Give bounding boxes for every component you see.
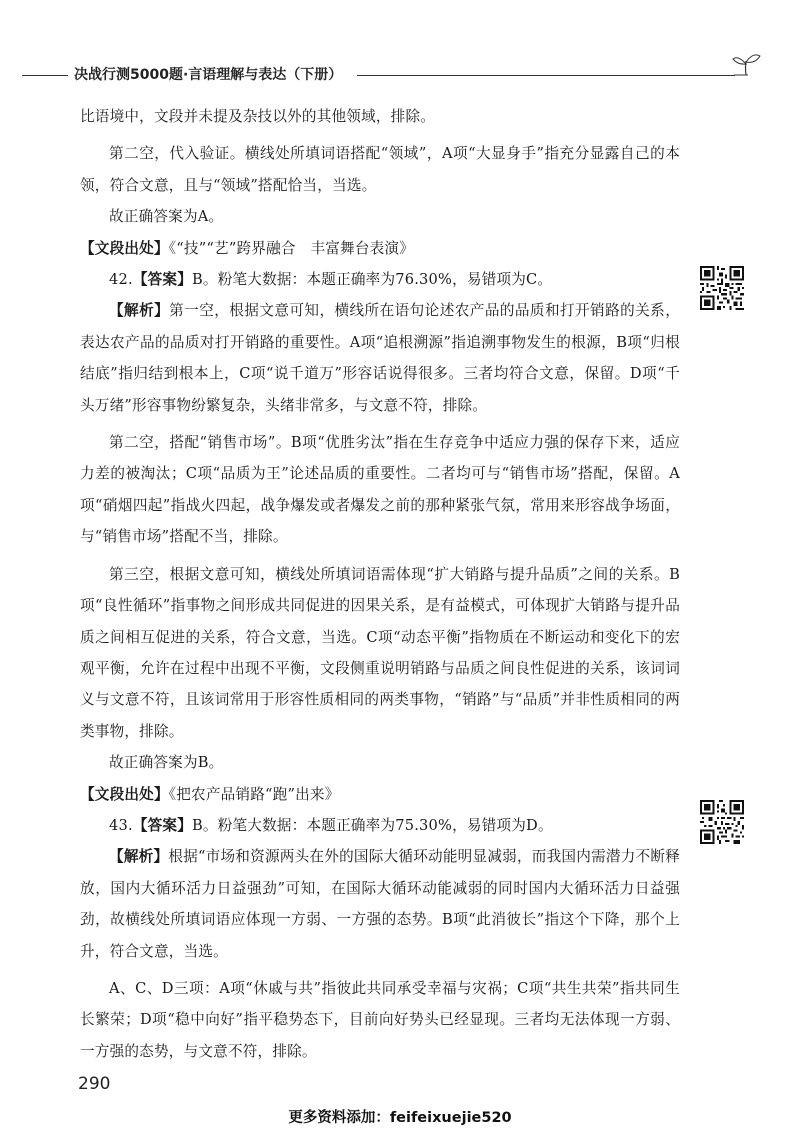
source-line bbox=[80, 233, 680, 264]
analysis-paragraph bbox=[80, 841, 680, 967]
source-label: 【文段出处】 bbox=[80, 239, 169, 257]
source-line bbox=[80, 779, 680, 810]
answer-text: B。粉笔大数据：本题正确率为75.30%，易错项为D。 bbox=[192, 816, 553, 834]
question-number: 43. bbox=[109, 816, 133, 834]
paragraph: 比语境中，文段并未提及杂技以外的其他领域，排除。 bbox=[80, 108, 436, 125]
book-title: 决战行测5000题·言语理解与表达（下册） bbox=[74, 67, 343, 83]
answer-line bbox=[80, 810, 680, 841]
answer-conclusion: 故正确答案为A。 bbox=[109, 208, 224, 226]
answer-conclusion: 故正确答案为B。 bbox=[109, 754, 224, 772]
header-rule-left bbox=[22, 75, 68, 76]
qr-code-icon[interactable] bbox=[700, 800, 744, 844]
answer-text: B。粉笔大数据：本题正确率为76.30%，易错项为C。 bbox=[192, 271, 553, 289]
qr-code-icon[interactable] bbox=[700, 266, 744, 310]
paragraph: 第三空，根据文意可知，横线处所填词语需体现“扩大销路与提升品质”之间的关系。B项“良性循环”指事物之间形成共同促进的因果关系，是有益模式，可体现扩大销路与提升品质之间相互促进的关系，符合文意，当选。C项“动态平衡”指物质在不断运动和变化下的宏观平衡，允许在过程中出现不平衡，文段侧重说明销路与品质之间良性促进的关系，该词词义与文意不符，且该词常用于形容性质相同的两类事物，“销路”与“品质”并非性质相同的两类事物，排除。 bbox=[80, 565, 680, 740]
analysis-text: 根据“市场和资源两头在外的国际大循环动能明显减弱，而我国内需潜力不断释放，国内大循环活力日益强劲”可知，在国际大循环动能减弱的同时国内大循环活力日益强劲，故横线处所填词语应体现一方弱、一方强的态势。B项“此消彼长”指这个下降，那个上升，符合文意，当选。 bbox=[80, 848, 680, 960]
answer-label: 【答案】 bbox=[132, 271, 192, 289]
page-body bbox=[80, 101, 680, 1067]
question-number: 42. bbox=[109, 271, 133, 289]
analysis-label: 【解析】 bbox=[109, 302, 170, 320]
analysis-paragraph bbox=[80, 295, 680, 421]
analysis-text: 第一空，根据文意可知，横线所在语句论述农产品的品质和打开销路的关系，表达农产品的品质对打开销路的重要性。A项“追根溯源”指追溯事物发生的根源，B项“归根结底”指归结到根本上，C项“说千道万”形容话说得很多。三者均符合文意，保留。D项“千头万绪”形容事物纷繁复杂，头绪非常多，与文意不符，排除。 bbox=[80, 302, 680, 414]
source-title: 《把农产品销路“跑”出来》 bbox=[168, 785, 340, 803]
source-title: 《“技”“艺”跨界融合 丰富舞台表演》 bbox=[168, 239, 415, 257]
answer-label: 【答案】 bbox=[132, 816, 192, 834]
analysis-label: 【解析】 bbox=[109, 848, 169, 866]
paragraph: A、C、D三项：A项“休戚与共”指彼此共同承受幸福与灾祸；C项“共生共荣”指共同生长繁荣；D项“稳中向好”指平稳势态下，目前向好势头已经显现。三者均无法体现一方弱、一方强的态势，与文意不符，排除。 bbox=[80, 979, 680, 1060]
answer-line bbox=[80, 264, 680, 295]
source-label: 【文段出处】 bbox=[80, 785, 169, 803]
sprout-icon bbox=[728, 52, 764, 82]
header-rule-right bbox=[357, 75, 735, 76]
running-header bbox=[0, 60, 800, 90]
footer-note: 更多资料添加：feifeixuejie520 bbox=[288, 1110, 512, 1126]
paragraph: 第二空，代入验证。横线处所填词语搭配“领域”，A项“大显身手”指充分显露自己的本领，符合文意，且与“领域”搭配恰当，当选。 bbox=[80, 145, 680, 194]
page-number: 290 bbox=[78, 1074, 111, 1094]
paragraph: 第二空，搭配“销售市场”。B项“优胜劣汰”指在生存竞争中适应力强的保存下来，适应力差的被淘汰；C项“品质为王”论述品质的重要性。二者均可与“销售市场”搭配，保留。A项“硝烟四起”指战火四起，战争爆发或者爆发之前的那种紧张气氛，常用来形容战争场面，与“销售市场”搭配不当，排除。 bbox=[80, 434, 680, 546]
